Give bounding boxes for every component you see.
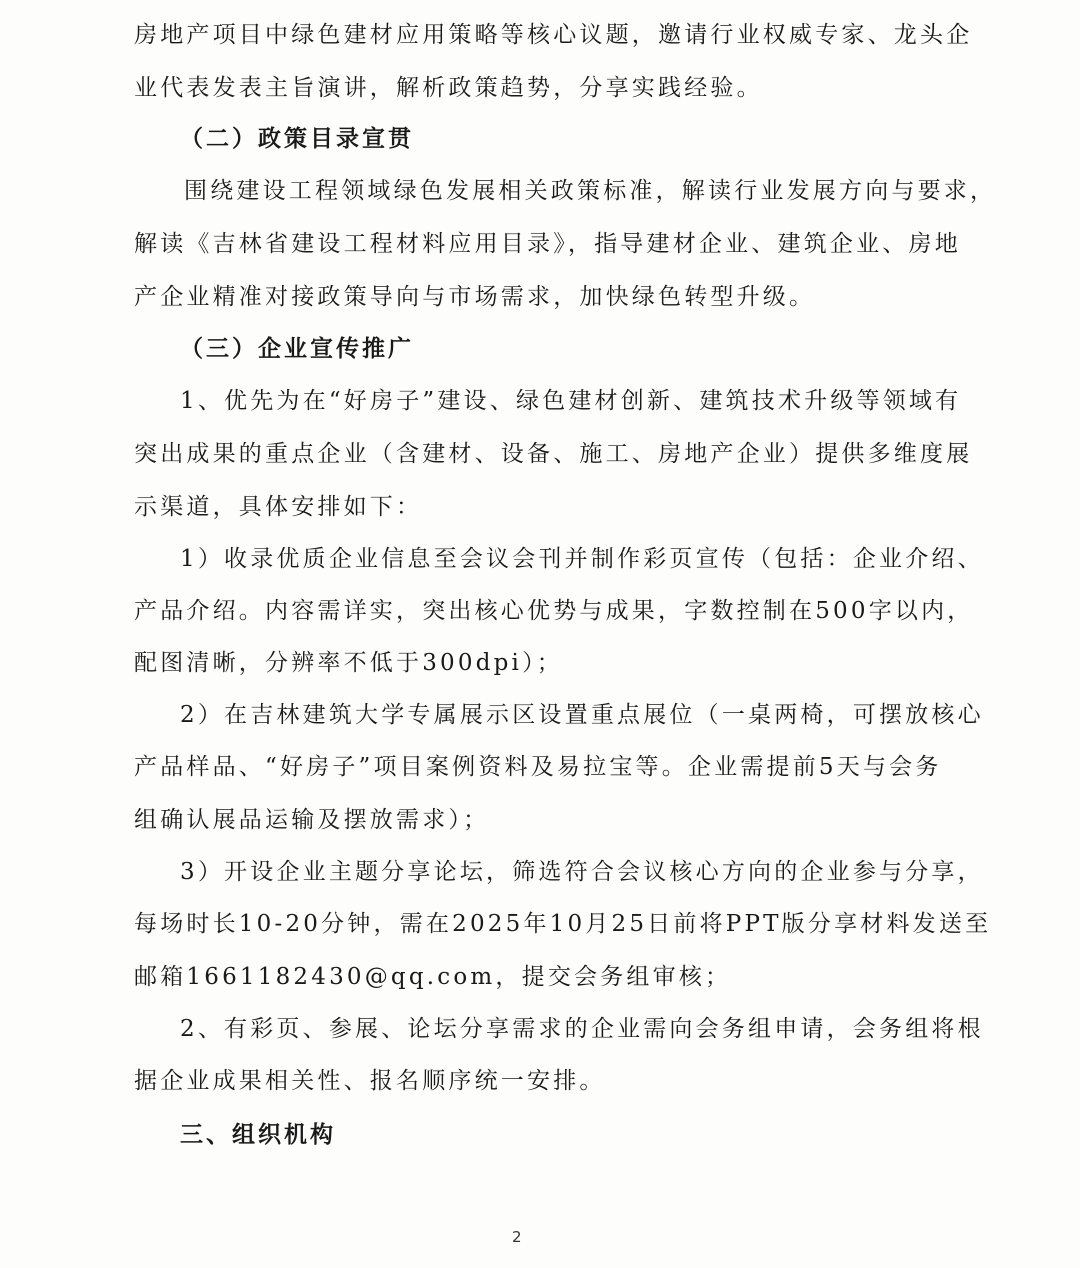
intro-line-1: 房地产项目中绿色建材应用策略等核心议题，邀请行业权威专家、龙头企 <box>134 22 973 48</box>
promotion-item2-line-1: 2、有彩页、参展、论坛分享需求的企业需向会务组申请，会务组将根 <box>180 1016 984 1042</box>
policy-line-2: 解读《吉林省建设工程材料应用目录》，指导建材企业、建筑企业、房地 <box>134 231 961 257</box>
policy-line-1: 围绕建设工程领域绿色发展相关政策标准，解读行业发展方向与要求， <box>184 178 997 204</box>
promotion-sub1-line-2: 产品介绍。内容需详实，突出核心优势与成果，字数控制在500字以内， <box>134 598 974 624</box>
promotion-sub1-line-1: 1）收录优质企业信息至会议会刊并制作彩页宣传（包括：企业介绍、 <box>180 546 984 572</box>
intro-line-2: 业代表发表主旨演讲，解析政策趋势，分享实践经验。 <box>134 75 763 101</box>
promotion-item1-line-3: 示渠道，具体安排如下： <box>134 494 423 520</box>
promotion-item2-line-2: 据企业成果相关性、报名顺序统一安排。 <box>134 1068 606 1094</box>
promotion-sub2-line-1: 2）在吉林建筑大学专属展示区设置重点展位（一桌两椅，可摆放核心 <box>180 702 984 728</box>
section-promotion-heading: （三）企业宣传推广 <box>180 335 414 362</box>
promotion-sub3-line-3: 邮箱1661182430@qq.com，提交会务组审核； <box>134 964 732 990</box>
promotion-item1-line-1: 1、优先为在“好房子”建设、绿色建材创新、建筑技术升级等领域有 <box>180 388 962 414</box>
promotion-sub2-line-2: 产品样品、“好房子”项目案例资料及易拉宝等。企业需提前5天与会务 <box>134 754 942 780</box>
promotion-sub3-line-1: 3）开设企业主题分享论坛，筛选符合会议核心方向的企业参与分享， <box>180 859 984 885</box>
promotion-sub1-line-3: 配图清晰，分辨率不低于300dpi）； <box>134 650 564 676</box>
section-policy-heading: （二）政策目录宣贯 <box>180 125 414 152</box>
promotion-item1-line-2: 突出成果的重点企业（含建材、设备、施工、房地产企业）提供多维度展 <box>134 441 973 467</box>
section-organization-heading: 三、组织机构 <box>180 1121 336 1148</box>
policy-line-3: 产企业精准对接政策导向与市场需求，加快绿色转型升级。 <box>134 284 816 310</box>
promotion-sub3-line-2: 每场时长10-20分钟，需在2025年10月25日前将PPT版分享材料发送至 <box>134 911 992 937</box>
page-number: 2 <box>512 1228 522 1246</box>
promotion-sub2-line-3: 组确认展品运输及摆放需求）； <box>134 807 490 833</box>
